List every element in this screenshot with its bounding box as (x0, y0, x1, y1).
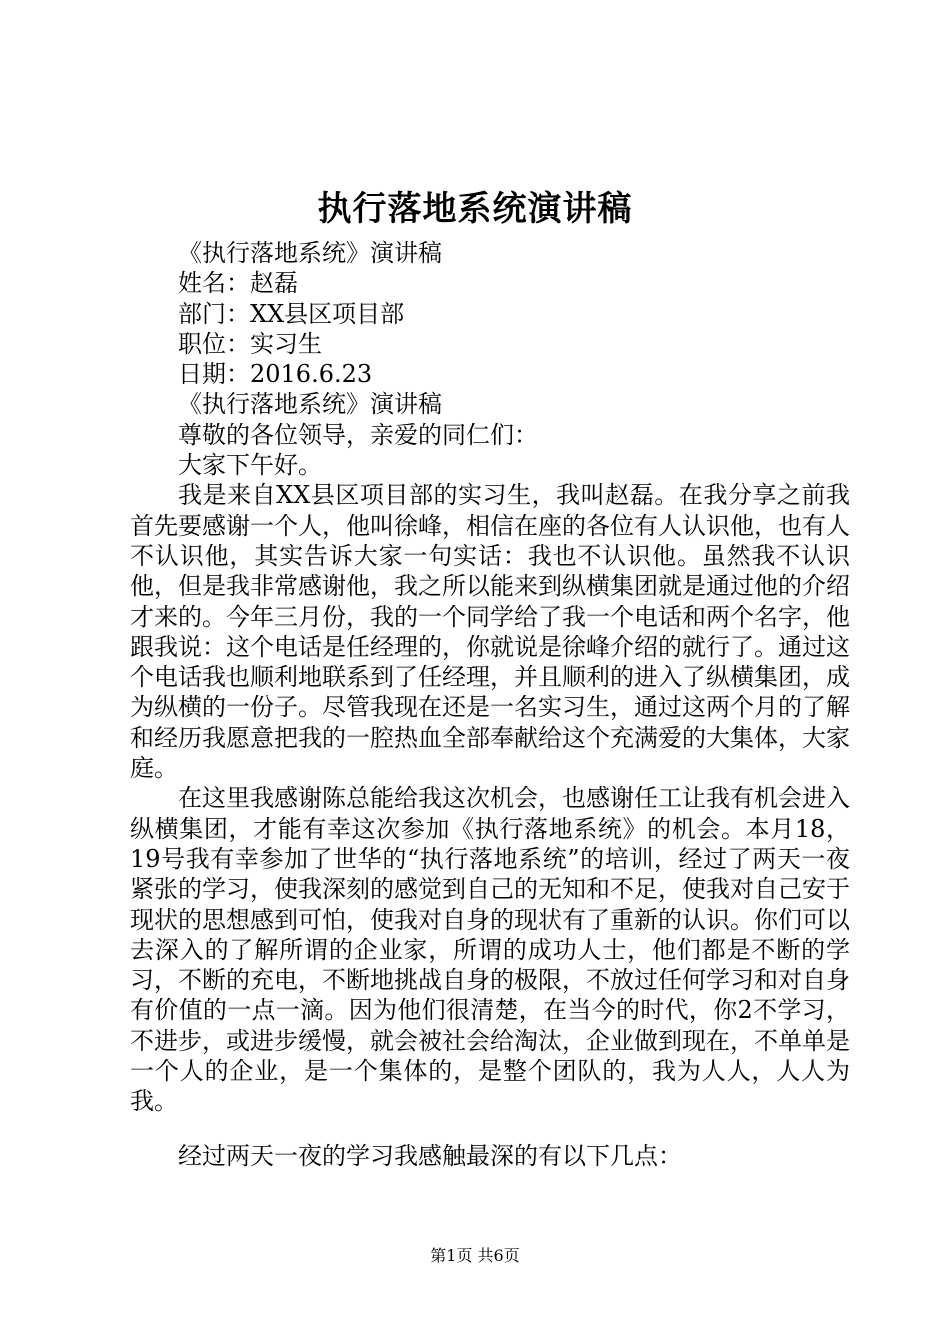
document-body (130, 238, 850, 1171)
paragraph-key-points: 经过两天一夜的学习我感触最深的有以下几点： (178, 1141, 682, 1170)
salutation-line: 尊敬的各位领导，亲爱的同仁们： (178, 420, 538, 449)
header-line-speech-title: 《执行落地系统》演讲稿 (178, 239, 442, 267)
header-line-position: 职位：实习生 (178, 329, 322, 358)
greeting-line: 大家下午好。 (178, 451, 322, 480)
page-indicator: 第1页 共6页 (430, 1246, 520, 1265)
header-line-name: 姓名：赵磊 (178, 269, 298, 298)
document-title: 执行落地系统演讲稿 (317, 189, 633, 229)
paragraph-introduction: 我是来自XX县区项目部的实习生，我叫赵磊。在我分享之前我首先要感谢一个人，他叫徐峰，相信在座的各位有人认识他，也有人不认识他，其实告诉大家一句实话：我也不认识他。虽然我不认识他，但是我非常感谢他，我之所以能来到纵横集团就是通过他的介绍才来的。今年三月份，我的一个同学给了我一个电话和两个名字，他跟我说：这个电话是任经理的，你就说是徐峰介绍的就行了。通过这个电话我也顺利地联系到了任经理，并且顺利的进入了纵横集团，成为纵横的一份子。尽管我现在还是一名实习生，通过这两个月的了解和经历我愿意把我的一腔热血全部奉献给这个充满爱的大集体，大家庭。 (130, 481, 850, 783)
header-line-speech-title-repeat: 《执行落地系统》演讲稿 (178, 390, 442, 419)
header-line-date: 日期：2016.6.23 (178, 360, 373, 389)
header-line-department: 部门：XX县区项目部 (178, 299, 405, 328)
paragraph-training: 在这里我感谢陈总能给我这次机会，也感谢任工让我有机会进入纵横集团，才能有幸这次参加《执行落地系统》的机会。本月18，19号我有幸参加了世华的“执行落地系统”的培训，经过了两天一夜紧张的学习，使我深刻的感觉到自己的无知和不足，使我对自己安于现状的思想感到可怕，使我对自身的现状有了重新的认识。你们可以去深入的了解所谓的企业家，所谓的成功人士，他们都是不断的学习，不断的充电，不断地挑战自身的极限，不放过任何学习和对自身有价值的一点一滴。因为他们很清楚，在当今的时代，你2不学习，不进步，或进步缓慢，就会被社会给淘汰，企业做到现在，不单单是一个人的企业，是一个集体的，是整个团队的，我为人人，人人为我。 (130, 784, 850, 1116)
